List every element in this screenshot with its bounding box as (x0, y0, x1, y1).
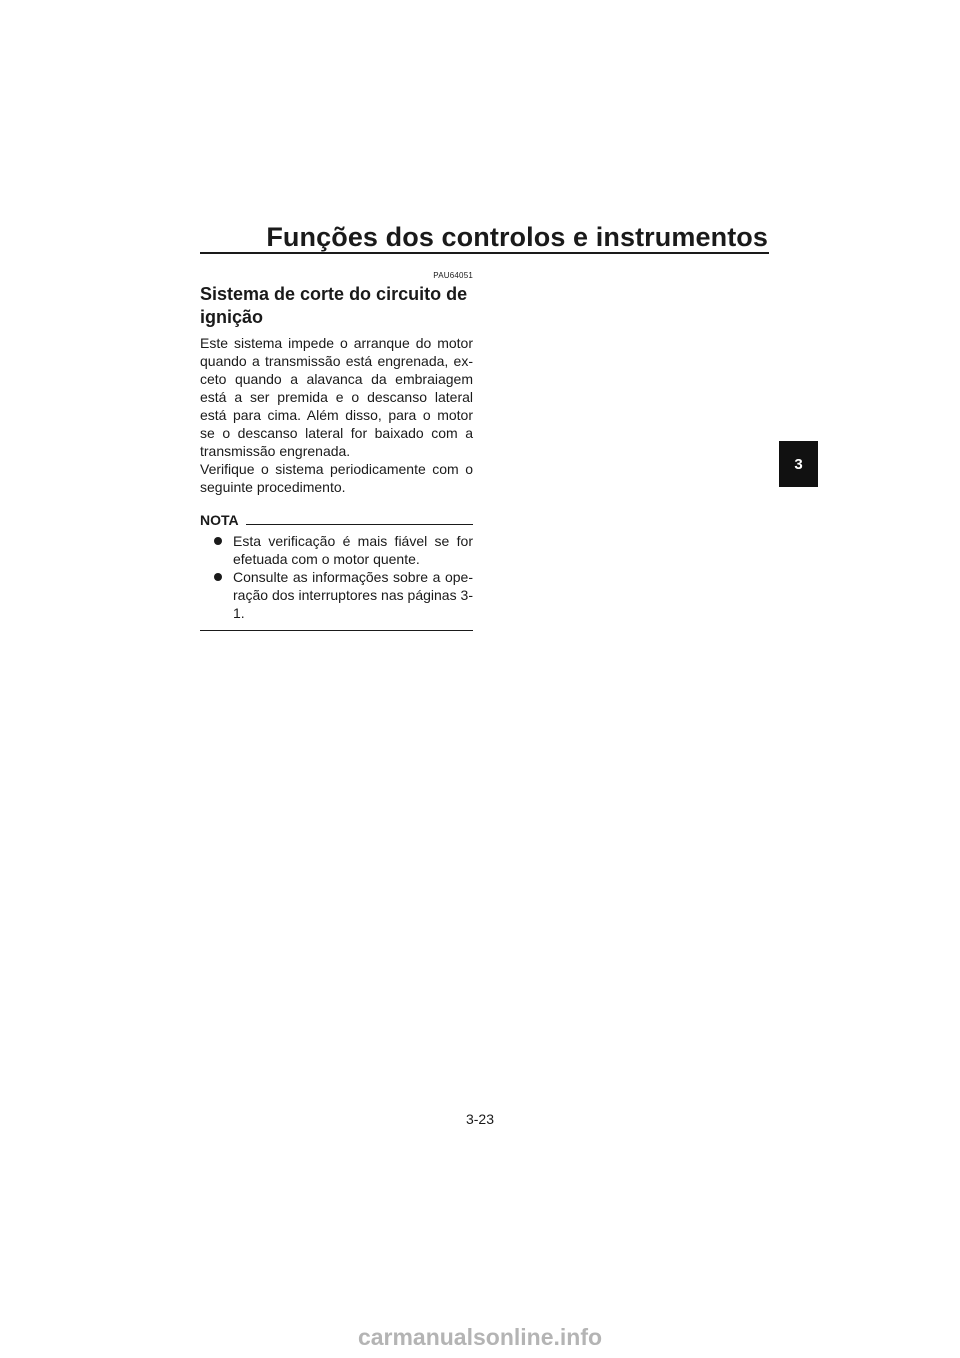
bullet-icon (214, 573, 222, 581)
page-header-title: Funções dos controlos e instrumentos (266, 222, 768, 252)
nota-header (200, 512, 473, 528)
nota-item-text: Esta verificação é mais fiável se for efetuada com o motor quente. (233, 533, 473, 567)
nota-label: NOTA (200, 512, 239, 528)
list-item (200, 532, 473, 568)
section-code: PAU64051 (433, 271, 473, 280)
chapter-tab: 3 (779, 441, 818, 487)
nota-list (200, 532, 473, 622)
watermark-text: carmanualsonline.info (357, 1323, 603, 1350)
body-paragraph-1: Este sistema impede o arranque do motor quando a transmissão está engrenada, exceto quando a alavanca da embraiagem está a ser premida e o descanso lateral está para cima. Além disso, para o motor se o descanso lateral for baixado com a transmissão engrenada. (200, 335, 473, 459)
section-title (200, 283, 473, 329)
nota-header-rule (246, 524, 473, 525)
bullet-icon (214, 537, 222, 545)
body-paragraph-2: Verifique o sistema periodicamente com o seguinte procedimento. (200, 461, 473, 495)
main-column (200, 271, 473, 631)
section-title-line-1: Sistema de corte do circuito de (200, 284, 468, 304)
section-title-line-2: ignição (200, 307, 264, 327)
nota-bottom-rule (200, 630, 473, 631)
header-rule (200, 252, 769, 254)
page-number: 3-23 (465, 1111, 495, 1127)
nota-item-text: Consulte as informações sobre a operação dos interruptores nas páginas 3-1. (233, 569, 473, 621)
list-item (200, 568, 473, 622)
